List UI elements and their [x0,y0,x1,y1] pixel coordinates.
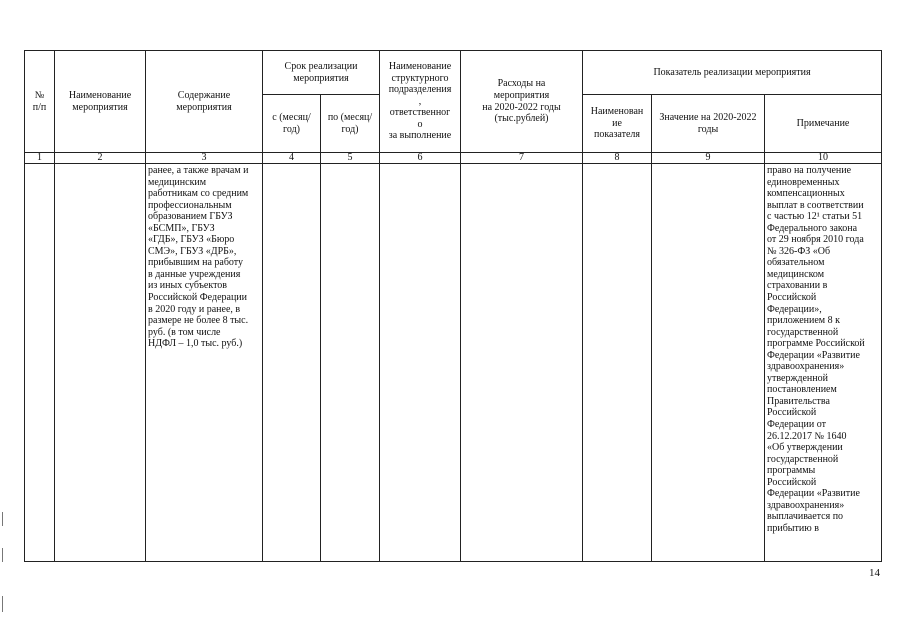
column-number: 7 [461,153,583,164]
cell-num [25,164,55,562]
column-number: 4 [263,153,321,164]
cell-content: ранее, а также врачам и медицинским работникам со средним профессиональным образованием ГБУЗ «БСМП», ГБУЗ «ГДБ», ГБУЗ «Бюро СМЭ», ГБУЗ «ДРБ», прибывшим на работу в данные учреждения из иных субъектов Российской Федерации в 2020 году и ранее, в размере не более 8 тыс. руб. (в том числе НДФЛ – 1,0 тыс. руб.) [146,164,263,562]
header-indicator-group: Показатель реализации мероприятия [583,51,882,95]
column-number-row [25,153,882,164]
column-number: 6 [380,153,461,164]
header-expenses: Расходы на мероприятия на 2020-2022 годы (тыс.рублей) [461,51,583,153]
column-number: 5 [321,153,380,164]
scan-margin-mark [2,548,3,562]
page-number: 14 [869,567,880,579]
cell-period-to [321,164,380,562]
cell-period-from [263,164,321,562]
column-number: 8 [583,153,652,164]
header-row-1 [25,51,882,95]
header-indicator-name: Наименован ие показателя [583,95,652,153]
header-note: Примечание [765,95,882,153]
header-name: Наименование мероприятия [55,51,146,153]
column-number: 10 [765,153,882,164]
cell-expenses [461,164,583,562]
table-row [25,164,882,562]
header-period-from: с (месяц/ год) [263,95,321,153]
header-indicator-value: Значение на 2020-2022 годы [652,95,765,153]
scan-margin-mark [2,512,3,526]
cell-indicator-value [652,164,765,562]
column-number: 9 [652,153,765,164]
header-responsible-unit: Наименование структурного подразделения , ответственног о за выполнение [380,51,461,153]
header-num: № п/п [25,51,55,153]
cell-indicator-name [583,164,652,562]
column-number: 1 [25,153,55,164]
column-number: 2 [55,153,146,164]
scan-margin-mark [2,596,3,612]
header-content: Содержание мероприятия [146,51,263,153]
column-number: 3 [146,153,263,164]
header-period-group: Срок реализации мероприятия [263,51,380,95]
header-period-to: по (месяц/ год) [321,95,380,153]
activities-table [24,50,882,562]
cell-responsible-unit [380,164,461,562]
cell-note: право на получение единовременных компенсационных выплат в соответствии с частью 12¹ статьи 51 Федерального закона от 29 ноября 2010 года № 326-ФЗ «Об обязательном медицинском страховании в Российской Федерации», приложением 8 к государственной программе Российской Федерации «Развитие здравоохранения» утвержденной постановлением Правительства Российской Федерации от 26.12.2017 № 1640 «Об утверждении государственной программы Российской Федерации «Развитие здравоохранения» выплачивается по прибытию в [765,164,882,562]
cell-name [55,164,146,562]
